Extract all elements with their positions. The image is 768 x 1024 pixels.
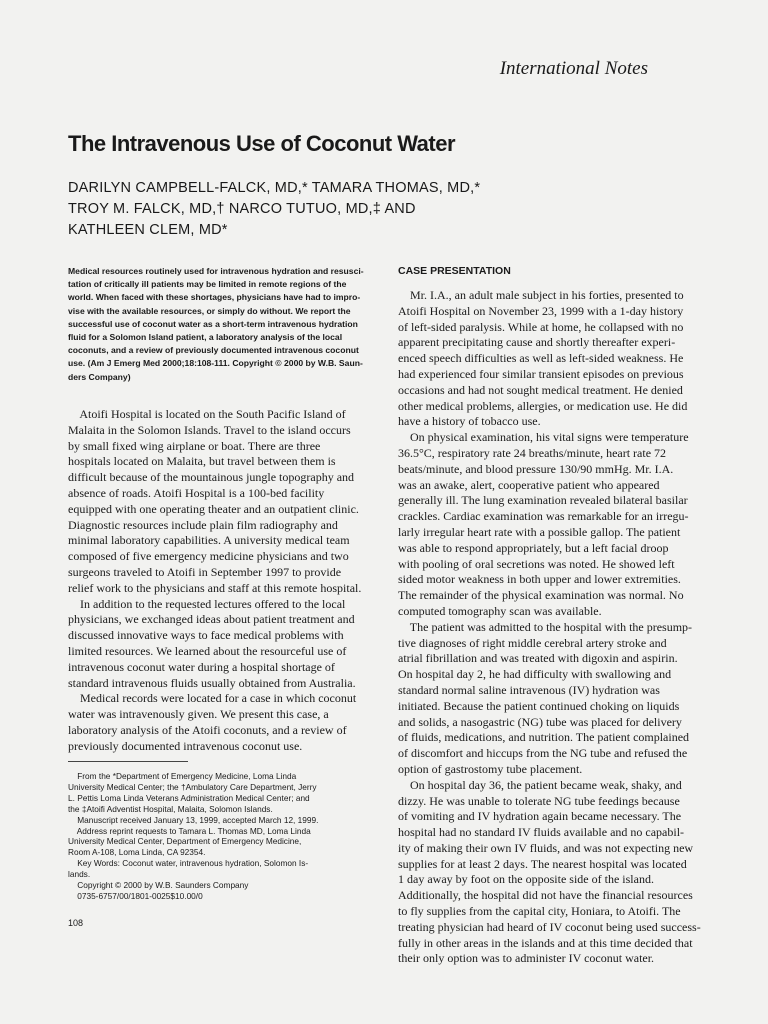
- paragraph-line: beats/minute, and blood pressure 130/90 mmHg. Mr. I.A.: [398, 461, 674, 476]
- paragraph-line: of fluids, medications, and nutrition. The patient complained: [398, 730, 690, 745]
- paragraph-line: Mr. I.A., an adult male subject in his forties, presented to: [398, 288, 684, 302]
- abstract-line: ders Company): [68, 371, 131, 382]
- paragraph-line: was able to respond appropriately, but a left facial droop: [398, 540, 669, 555]
- footnote-line: lands.: [68, 869, 91, 880]
- paragraph-line: larly irregular heart rate with a possible gallop. The patient: [398, 524, 681, 539]
- page-number: 108: [68, 918, 84, 928]
- abstract-line: fluid for a Solomon Island patient, a laboratory analysis of the local: [68, 332, 343, 343]
- paragraph-line: ity of making their own IV fluids, and was not expecting new: [398, 840, 694, 855]
- paragraph-line: difficult because of the mountainous jungle topography and: [68, 470, 355, 485]
- paragraph-line: crackles. Cardiac examination was remarkable for an irregu-: [398, 509, 689, 524]
- case-presentation-text: [398, 288, 702, 967]
- footnote-line: Address reprint requests to Tamara L. Thomas MD, Loma Linda: [68, 825, 311, 836]
- paragraph-line: supplies for at least 2 days. The nearest hospital was located: [398, 856, 687, 871]
- abstract-line: successful use of coconut water as a short-term intravenous hydration: [68, 318, 358, 329]
- paragraph-line: intravenous coconut water during a hospital shortage of: [68, 659, 335, 674]
- author-list: [68, 178, 538, 241]
- paragraph-line: surgeons traveled to Atoifi in September 1997 to provide: [68, 564, 342, 579]
- paragraph-line: sided motor weakness in both upper and lower extremities.: [398, 572, 681, 587]
- footnote-line: Room A-108, Loma Linda, CA 92354.: [68, 847, 206, 858]
- paragraph-line: generally ill. The lung examination revealed bilateral basilar: [398, 493, 688, 508]
- paragraph-line: was an awake, alert, cooperative patient who appeared: [398, 477, 660, 492]
- footnote-line: From the *Department of Emergency Medicine, Loma Linda: [68, 771, 297, 781]
- paragraph-line: previously documented intravenous coconut use.: [68, 738, 303, 753]
- paragraph-line: laboratory analysis of the Atoifi coconuts, and a review of: [68, 722, 347, 737]
- introduction-text: [68, 407, 372, 755]
- footnote-line: 0735-6757/00/1801-0025$10.00/0: [68, 890, 203, 901]
- abstract: [68, 265, 373, 384]
- paragraph-line: hospitals located on Malaita, but travel between them is: [68, 454, 336, 469]
- case-presentation-heading: CASE PRESENTATION: [398, 265, 511, 277]
- footnote-line: Key Words: Coconut water, intravenous hydration, Solomon Is-: [68, 858, 309, 869]
- paragraph-line: treating physician had heard of IV coconut being used success-: [398, 919, 701, 934]
- paragraph-line: physicians, we exchanged ideas about patient treatment and: [68, 612, 355, 627]
- paragraph-line: Malaita in the Solomon Islands. Travel to the island occurs: [68, 422, 351, 437]
- abstract-line: vise with the available resources, or simply do without. We report the: [68, 305, 351, 316]
- paragraph-line: Atoifi Hospital is located on the South Pacific Island of: [68, 407, 346, 421]
- paragraph-line: Atoifi Hospital on November 23, 1999 with a 1-day history: [398, 303, 684, 318]
- paragraph-line: initiated. Because the patient continued choking on liquids: [398, 698, 680, 713]
- paragraph-line: Diagnostic resources include plain film radiography and: [68, 517, 338, 532]
- paragraph-line: Additionally, the hospital did not have the financial resources: [398, 888, 693, 903]
- abstract-line: use. (Am J Emerg Med 2000;18:108-111. Copyright © 2000 by W.B. Saun-: [68, 358, 363, 369]
- paragraph-line: other medical problems, allergies, or medication use. He did: [398, 398, 688, 413]
- paragraph-line: and solids, a nasogastric (NG) tube was placed for delivery: [398, 714, 682, 729]
- paragraph-line: The remainder of the physical examination was normal. No: [398, 588, 684, 603]
- section-label: International Notes: [499, 58, 648, 79]
- abstract-line: coconuts, and a review of previously documented intravenous coconut: [68, 345, 359, 356]
- paragraph-line: water was intravenously given. We present this case, a: [68, 707, 329, 722]
- paragraph-line: absence of roads. Atoifi Hospital is a 100-bed facility: [68, 485, 325, 500]
- footnote-divider: [68, 761, 188, 762]
- paragraph-line: hospital had no standard IV fluids available and no capabil-: [398, 825, 685, 840]
- paragraph-line: equipped with one operating theater and an outpatient clinic.: [68, 501, 359, 516]
- footnote-line: University Medical Center, Department of Emergency Medicine,: [68, 836, 302, 847]
- paragraph-line: minimal laboratory capabilities. A university medical team: [68, 533, 350, 548]
- paragraph-line: On hospital day 2, he had difficulty with swallowing and: [398, 667, 672, 682]
- paragraph-line: occasions and had not sought medical treatment. He denied: [398, 382, 683, 397]
- paragraph-line: their only option was to administer IV coconut water.: [398, 951, 655, 966]
- paragraph-line: On hospital day 36, the patient became weak, shaky, and: [398, 777, 682, 792]
- paragraph-line: discussed innovative ways to face medical problems with: [68, 628, 344, 643]
- paragraph-line: standard normal saline intravenous (IV) hydration was: [398, 682, 660, 697]
- author-line: TROY M. FALCK, MD,† NARCO TUTUO, MD,‡ AND: [68, 201, 416, 217]
- paragraph-line: computed tomography scan was available.: [398, 603, 602, 618]
- paragraph-line: Medical records were located for a case in which coconut: [68, 691, 357, 706]
- abstract-line: Medical resources routinely used for intravenous hydration and resusci-: [68, 266, 364, 276]
- paragraph-line: of discomfort and hiccups from the NG tube and refused the: [398, 746, 688, 761]
- footnotes: [68, 771, 373, 902]
- paragraph-line: fully in other areas in the islands and at this time decided that: [398, 935, 693, 950]
- article-title: The Intravenous Use of Coconut Water: [68, 131, 456, 156]
- footnote-line: Manuscript received January 13, 1999, accepted March 12, 1999.: [68, 814, 319, 825]
- paragraph-line: In addition to the requested lectures offered to the local: [68, 596, 346, 611]
- paragraph-line: 1 day away by foot on the opposite side of the island.: [398, 872, 654, 887]
- paragraph-line: limited resources. We learned about the resourceful use of: [68, 643, 347, 658]
- paragraph-line: dizzy. He was unable to tolerate NG tube feedings because: [398, 793, 680, 808]
- paragraph-line: of left-sided paralysis. While at home, he collapsed with no: [398, 319, 684, 334]
- paragraph-line: relief work to the physicians and staff at this remote hospital.: [68, 580, 362, 595]
- paragraph-line: composed of five emergency medicine physicians and two: [68, 549, 349, 564]
- paragraph-line: atrial fibrillation and was treated with digoxin and aspirin.: [398, 651, 678, 666]
- footnote-line: L. Pettis Loma Linda Veterans Administration Medical Center; and: [68, 792, 310, 803]
- author-line: KATHLEEN CLEM, MD*: [68, 222, 228, 238]
- paragraph-line: of vomiting and IV hydration again became necessary. The: [398, 809, 682, 824]
- abstract-line: tation of critically ill patients may be limited in remote regions of the: [68, 279, 347, 290]
- paragraph-line: with pooling of oral secretions was noted. He showed left: [398, 556, 675, 571]
- paragraph-line: 36.5°C, respiratory rate 24 breaths/minute, heart rate 72: [398, 445, 667, 460]
- paragraph-line: by small fixed wing airplane or boat. There are three: [68, 438, 321, 453]
- author-line: DARILYN CAMPBELL-FALCK, MD,* TAMARA THOMAS, MD,*: [68, 180, 481, 196]
- footnote-line: Copyright © 2000 by W.B. Saunders Company: [68, 880, 249, 891]
- paragraph-line: apparent precipitating cause and shortly thereafter experi-: [398, 335, 676, 350]
- paragraph-line: had experienced four similar transient episodes on previous: [398, 366, 684, 381]
- footnote-line: the ‡Atoifi Adventist Hospital, Malaita, Solomon Islands.: [68, 803, 273, 814]
- paragraph-line: have a history of tobacco use.: [398, 414, 541, 429]
- paragraph-line: option of gastrostomy tube placement.: [398, 761, 583, 776]
- footnote-line: University Medical Center; the †Ambulatory Care Department, Jerry: [68, 781, 317, 792]
- paragraph-line: tive diagnoses of right middle cerebral artery stroke and: [398, 635, 667, 650]
- paragraph-line: On physical examination, his vital signs were temperature: [398, 430, 689, 445]
- abstract-line: world. When faced with these shortages, physicians have had to impro-: [68, 292, 361, 303]
- paragraph-line: to fly supplies from the capital city, Honiara, to Atoifi. The: [398, 904, 681, 919]
- paragraph-line: The patient was admitted to the hospital with the presump-: [398, 619, 693, 634]
- paragraph-line: enced speech difficulties as well as left-sided weakness. He: [398, 351, 684, 366]
- paragraph-line: standard intravenous fluids usually obtained from Australia.: [68, 675, 356, 690]
